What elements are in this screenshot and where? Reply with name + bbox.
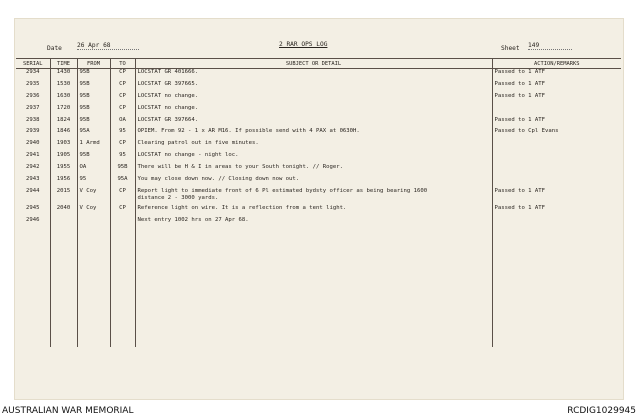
- cell-time: 1956: [50, 176, 77, 188]
- cell-from: OA: [77, 164, 110, 176]
- cell-to: CP: [110, 93, 135, 105]
- cell-remarks: [492, 217, 621, 229]
- footer: [0, 403, 640, 419]
- table-row: [16, 93, 621, 105]
- cell-from: 95B: [77, 152, 110, 164]
- cell-time: 1955: [50, 164, 77, 176]
- column-header-time: TIME: [50, 59, 77, 69]
- cell-from: 95B: [77, 117, 110, 129]
- cell-to: CP: [110, 140, 135, 152]
- cell-remarks: Passed to Cpl Evans: [494, 128, 559, 135]
- log-body: [16, 69, 621, 347]
- table-row: [16, 105, 621, 117]
- log-title: 2 RAR OPS LOG: [279, 41, 328, 48]
- sheet-number: 149: [528, 42, 572, 50]
- cell-detail: LOCSTAT GR 397664.: [135, 117, 492, 129]
- column-header-serial: SERIAL: [16, 59, 50, 69]
- date-label: Date: [47, 45, 62, 52]
- cell-remarks: Passed to 1 ATF: [494, 69, 546, 75]
- cell-from: 1 Armd: [77, 140, 110, 152]
- cell-serial: 2940: [16, 140, 50, 152]
- cell-from: 95A: [77, 128, 110, 140]
- cell-remarks: [492, 176, 621, 188]
- cell-to: 95B: [110, 164, 135, 176]
- table-row: [16, 128, 621, 140]
- cell-remarks: Passed to 1 ATF: [494, 187, 546, 194]
- cell-remarks: Passed to 1 ATF: [494, 116, 546, 123]
- cell-to: [110, 217, 135, 229]
- cell-serial: 2942: [16, 164, 50, 176]
- blank-cell: [50, 229, 77, 347]
- cell-detail: LOCSTAT no change - night loc.: [135, 152, 492, 164]
- column-header-to: TO: [110, 59, 135, 69]
- cell-serial: 2938: [16, 117, 50, 129]
- table-row: [16, 152, 621, 164]
- cell-from: 95B: [77, 93, 110, 105]
- cell-time: 1630: [50, 93, 77, 105]
- blank-cell: [77, 229, 110, 347]
- blank-cell: [135, 229, 492, 347]
- column-header-remarks: ACTION/REMARKS: [492, 59, 621, 69]
- table-row: [16, 140, 621, 152]
- cell-serial: 2939: [16, 128, 50, 140]
- cell-serial: 2941: [16, 152, 50, 164]
- table-row: [16, 188, 621, 205]
- cell-serial: 2946: [16, 217, 50, 229]
- cell-from: V Coy: [77, 188, 110, 205]
- table-row: [16, 117, 621, 129]
- cell-detail-line: Report light to immediate front of 6 Pl estimated bydsty officer as being bearing 1600: [137, 187, 428, 194]
- cell-detail: OPIEM. From 92 - 1 x AR M16. If possible send with 4 PAX at 0630H.: [135, 128, 492, 140]
- blank-row: [16, 229, 621, 347]
- cell-remarks: Passed to 1 ATF: [494, 80, 546, 87]
- cell-to: CP: [110, 69, 135, 81]
- cell-detail-line: distance 2 - 3000 yards.: [137, 194, 219, 201]
- cell-time: 2040: [50, 205, 77, 217]
- cell-remarks: Passed to 1 ATF: [494, 92, 546, 99]
- cell-serial: 2945: [16, 205, 50, 217]
- cell-time: 1430: [50, 69, 77, 81]
- cell-serial: 2934: [16, 69, 50, 81]
- table-row: [16, 205, 621, 217]
- cell-remarks: [492, 140, 621, 152]
- table-row: [16, 217, 621, 229]
- cell-from: V Coy: [77, 205, 110, 217]
- cell-from: [77, 217, 110, 229]
- cell-time: 1824: [50, 117, 77, 129]
- blank-cell: [16, 229, 50, 347]
- cell-serial: 2935: [16, 81, 50, 93]
- table-row: [16, 176, 621, 188]
- cell-from: 95B: [77, 69, 110, 81]
- cell-remarks: Passed to 1 ATF: [494, 204, 546, 211]
- cell-serial: 2943: [16, 176, 50, 188]
- table-row: [16, 69, 621, 81]
- cell-to: OA: [110, 117, 135, 129]
- date-value: 26 Apr 68: [77, 42, 139, 50]
- cell-from: 95: [77, 176, 110, 188]
- cell-from: 95B: [77, 105, 110, 117]
- cell-to: CP: [110, 81, 135, 93]
- sheet-label: Sheet: [501, 45, 520, 52]
- cell-detail: LOCSTAT GR 401666.: [135, 69, 492, 81]
- cell-remarks: [492, 164, 621, 176]
- column-header-detail: SUBJECT OR DETAIL: [135, 59, 492, 69]
- cell-to: 95: [110, 128, 135, 140]
- cell-remarks: [492, 152, 621, 164]
- cell-to: CP: [110, 105, 135, 117]
- column-header-from: FROM: [77, 59, 110, 69]
- cell-detail: There will be H & I in areas to your South tonight. // Roger.: [135, 164, 492, 176]
- cell-to: CP: [110, 205, 135, 217]
- cell-from: 95B: [77, 81, 110, 93]
- cell-detail: Next entry 1002 hrs on 27 Apr 68.: [135, 217, 492, 229]
- cell-time: [50, 217, 77, 229]
- footer-record-id: RCDIG1029945: [567, 406, 636, 416]
- blank-cell: [492, 229, 621, 347]
- table-header-row: [16, 59, 621, 69]
- cell-to: 95A: [110, 176, 135, 188]
- cell-time: 1905: [50, 152, 77, 164]
- cell-detail: Reference light on wire. It is a reflection from a tent light.: [135, 205, 492, 217]
- cell-time: 1720: [50, 105, 77, 117]
- cell-detail: LOCSTAT no change.: [135, 93, 492, 105]
- cell-time: 1903: [50, 140, 77, 152]
- cell-remarks: [492, 105, 621, 117]
- cell-serial: 2936: [16, 93, 50, 105]
- cell-to: CP: [110, 188, 135, 205]
- footer-institution: AUSTRALIAN WAR MEMORIAL: [2, 406, 134, 416]
- cell-to: 95: [110, 152, 135, 164]
- cell-detail: LOCSTAT no change.: [135, 105, 492, 117]
- cell-detail: You may close down now. // Closing down now out.: [135, 176, 492, 188]
- cell-detail: [135, 188, 492, 205]
- log-sheet: [14, 18, 624, 400]
- cell-detail: LOCSTAT GR 397665.: [135, 81, 492, 93]
- cell-time: 1846: [50, 128, 77, 140]
- cell-time: 1530: [50, 81, 77, 93]
- table-row: [16, 81, 621, 93]
- cell-serial: 2937: [16, 105, 50, 117]
- cell-serial: 2944: [16, 188, 50, 205]
- ops-log-table: [16, 58, 621, 347]
- cell-time: 2015: [50, 188, 77, 205]
- blank-cell: [110, 229, 135, 347]
- cell-detail: Clearing patrol out in five minutes.: [135, 140, 492, 152]
- table-row: [16, 164, 621, 176]
